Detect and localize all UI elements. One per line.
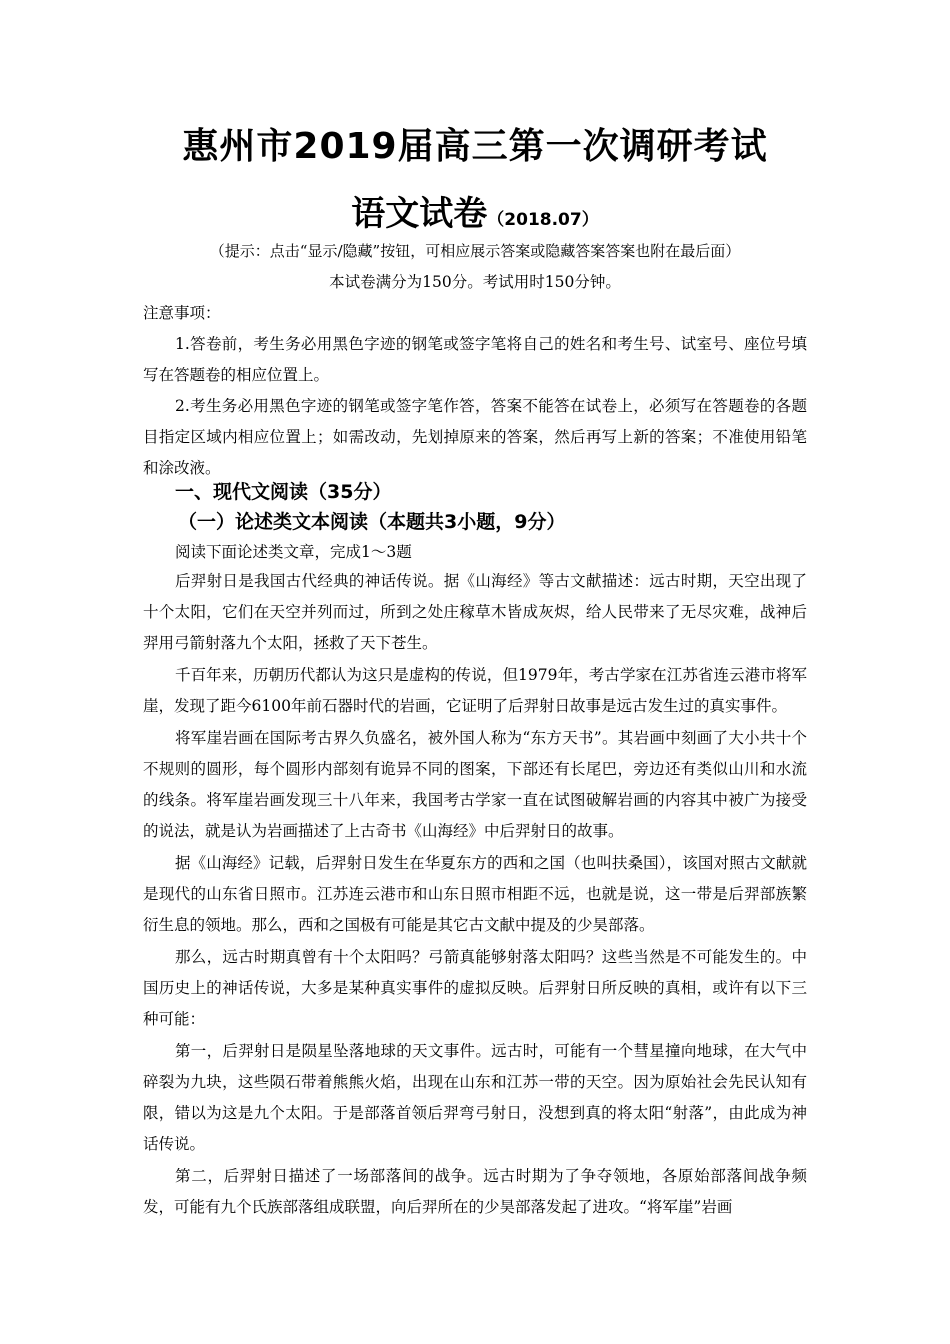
article-paragraph: 千百年来，历朝历代都认为这只是虚构的传说，但1979年，考古学家在江苏省连云港市将军崖，发现了距今6100年前石器时代的岩画，它证明了后羿射日故事是远古发生过的真实事件。: [143, 666, 807, 715]
article-paragraph: 后羿射日是我国古代经典的神话传说。据《山海经》等古文献描述：远古时期，天空出现了十个太阳，它们在天空并列而过，所到之处庄稼草木皆成灰烬，给人民带来了无尽灾难，战神后羿用弓箭射落九个太阳，拯救了天下苍生。: [143, 572, 807, 652]
notice-item: 1.答卷前，考生务必用黑色字迹的钢笔或签字笔将自己的姓名和考生号、试室号、座位号填写在答题卷的相应位置上。: [143, 335, 807, 384]
article-paragraph: 第二，后羿射日描述了一场部落间的战争。远古时期为了争夺领地，各原始部落间战争频发，可能有九个氏族部落组成联盟，向后羿所在的少昊部落发起了进攻。“将军崖”岩画: [143, 1167, 807, 1216]
subject-title: 语文试卷: [351, 194, 488, 234]
article-paragraph: 将军崖岩画在国际考古界久负盛名，被外国人称为“东方天书”。其岩画中刻画了大小共十个不规则的圆形，每个圆形内部刻有诡异不同的图案，下部还有长尾巴，旁边还有类似山川和水流的线条。将军崖岩画发现三十八年来，我国考古学家一直在试图破解岩画的内容其中被广为接受的说法，就是认为岩画描述了上古奇书《山海经》中后羿射日的故事。: [143, 729, 807, 840]
reading-instruction: 阅读下面论述类文章，完成1～3题: [175, 543, 412, 561]
notice-heading: 注意事项：: [143, 304, 221, 322]
part-title: （一）论述类文本阅读（本题共3小题，9分）: [178, 511, 566, 533]
exam-title: 惠州市2019届高三第一次调研考试: [182, 126, 768, 167]
exam-date: （2018.07）: [487, 210, 599, 230]
notice-item: 2.考生务必用黑色字迹的钢笔或签字笔作答，答案不能答在试卷上，必须写在答题卷的各题目指定区域内相应位置上；如需改动，先划掉原来的答案，然后再写上新的答案；不准使用铅笔和涂改液。: [143, 397, 807, 477]
score-line: 本试卷满分为150分。考试用时150分钟。: [329, 273, 621, 291]
article-text: [143, 566, 807, 1224]
section-title: 一、现代文阅读（35分）: [175, 481, 392, 503]
article-paragraph: 第一，后羿射日是陨星坠落地球的天文事件。远古时，可能有一个彗星撞向地球，在大气中碎裂为九块，这些陨石带着熊熊火焰，出现在山东和江苏一带的天空。因为原始社会先民认知有限，错以为这是九个太阳。于是部落首领后羿弯弓射日，没想到真的将太阳“射落”，由此成为神话传说。: [143, 1042, 807, 1153]
hint-line: （提示：点击“显示/隐藏”按钮，可相应展示答案或隐藏答案答案也附在最后面）: [209, 242, 741, 260]
article-paragraph: 据《山海经》记载，后羿射日发生在华夏东方的西和之国（也叫扶桑国），该国对照古文献就是现代的山东省日照市。江苏连云港市和山东日照市相距不远，也就是说，这一带是后羿部族繁衍生息的领地。那么，西和之国极有可能是其它古文献中提及的少昊部落。: [143, 854, 807, 934]
exam-subtitle: [0, 186, 950, 235]
article-paragraph: 那么，远古时期真曾有十个太阳吗？弓箭真能够射落太阳吗？这些当然是不可能发生的。中国历史上的神话传说，大多是某种真实事件的虚拟反映。后羿射日所反映的真相，或许有以下三种可能：: [143, 948, 807, 1028]
notice-block: [143, 298, 807, 484]
